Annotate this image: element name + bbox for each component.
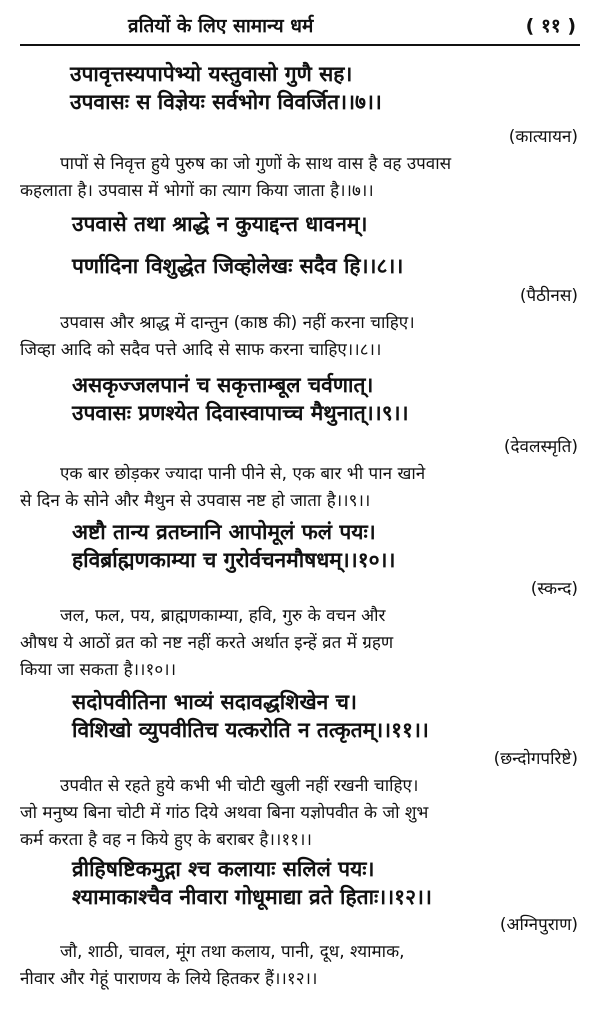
translation-line: किया जा सकता है।।१०।।	[20, 660, 177, 680]
translation-12	[20, 939, 584, 993]
translation-line: पापों से निवृत्त हुये पुरुष का जो गुणों के साथ वास है वह उपवास	[60, 154, 452, 174]
verse-source: (अग्निपुराण)	[499, 915, 578, 935]
translation-10	[20, 603, 584, 684]
translation-line: उपवास और श्राद्ध में दान्तुन (काष्ठ की) नहीं करना चाहिए।	[60, 313, 415, 333]
verse-line: उपवासः स विज्ञेयः सर्वभोग विवर्जित।।७।।	[70, 90, 382, 114]
verse-source: (पैठीनस)	[519, 286, 578, 306]
verse-7	[70, 60, 600, 116]
verse-line: श्यामाकाश्चैव नीवारा गोधूमाद्या व्रते हिताः।।१२।।	[72, 885, 432, 909]
verse-line: असकृज्जलपानं च सकृत्ताम्बूल चर्वणात्।	[72, 373, 374, 397]
page-number: ( ११ )	[525, 15, 576, 37]
page-header	[28, 6, 580, 42]
translation-line: कर्म करता है वह न किये हुए के बराबर है।।११।।	[20, 830, 312, 850]
verse-12	[72, 855, 600, 911]
translation-8	[20, 310, 584, 364]
header-rule	[20, 44, 580, 46]
verse-line: उपवासः प्रणश्येत दिवास्वापाच्च मैथुनात्।।९।।	[72, 401, 409, 425]
verse-11	[72, 688, 600, 744]
verse-line: उपवासे तथा श्राद्धे न कुयाद्दन्त धावनम्।	[72, 212, 368, 236]
verse-line: हविर्ब्राह्मणकाम्या च गुरोर्वचनमौषधम्।।१०।।	[72, 548, 396, 572]
verse-source: (छन्दोगपरिष्टे)	[493, 749, 578, 769]
translation-line: जल, फल, पय, ब्राह्मणकाम्या, हवि, गुरु के वचन और	[60, 606, 386, 626]
translation-line: औषध ये आठों व्रत को नष्ट नहीं करते अर्थात इन्हें व्रत में ग्रहण	[20, 633, 394, 653]
translation-9	[20, 461, 584, 515]
translation-line: से दिन के सोने और मैथुन से उपवास नष्ट हो जाता है।।९।।	[20, 491, 371, 511]
verse-line: पर्णादिना विशुद्धेत जिव्होलेखः सदैव हि।।८।।	[72, 254, 404, 278]
verse-8	[72, 210, 600, 238]
verse-line: अष्टौ तान्य व्रतघ्नानि आपोमूलं फलं पयः।	[72, 520, 376, 544]
verse-line: व्रीहिषष्टिकमुद्गा श्च कलायाः सलिलं पयः।	[72, 857, 375, 881]
verse-9	[72, 371, 600, 427]
verse-source: (कात्यायन)	[508, 127, 578, 147]
translation-line: जो मनुष्य बिना चोटी में गांठ दिये अथवा बिना यज्ञोपवीत के जो शुभ	[20, 803, 429, 823]
verse-line: उपावृत्तस्यपापेभ्यो यस्तुवासो गुणै सह।	[70, 62, 353, 86]
translation-line: कहलाता है। उपवास में भोगों का त्याग किया जाता है।।७।।	[20, 181, 374, 201]
translation-line: एक बार छोड़कर ज्यादा पानी पीने से, एक बार भी पान खाने	[60, 464, 426, 484]
verse-8b	[72, 252, 600, 280]
translation-line: जौ, शाठी, चावल, मूंग तथा कलाय, पानी, दूध, श्यामाक,	[60, 942, 405, 962]
translation-line: नीवार और गेहूं पाराणय के लिये हितकर हैं।।१२।।	[20, 969, 318, 989]
translation-11	[20, 773, 584, 854]
verse-source: (स्कन्द)	[530, 579, 578, 599]
running-title: व्रतियों के लिए सामान्य धर्म	[128, 15, 314, 37]
verse-source: (देवलस्मृति)	[503, 437, 578, 457]
translation-7	[20, 151, 584, 205]
verse-line: सदोपवीतिना भाव्यं सदावद्धशिखेन च।	[72, 690, 357, 714]
translation-line: उपवीत से रहते हुये कभी भी चोटी खुली नहीं रखनी चाहिए।	[60, 776, 419, 796]
translation-line: जिव्हा आदि को सदैव पत्ते आदि से साफ करना चाहिए।।८।।	[20, 340, 382, 360]
verse-line: विशिखो व्युपवीतिच यत्करोति न तत्कृतम्।।११।।	[72, 718, 429, 742]
verse-10	[72, 518, 600, 574]
